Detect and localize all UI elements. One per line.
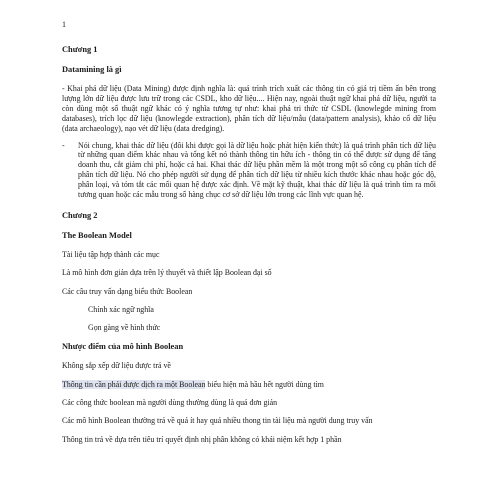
line-neat-form: Gọn gàng về hình thức bbox=[88, 323, 161, 333]
chapter-2-heading: Chương 2 bbox=[62, 210, 98, 220]
document-body bbox=[62, 44, 436, 453]
line-boolean-translation-rest: biểu hiện mà hầu hết người dùng tìm bbox=[205, 379, 324, 389]
page-number: 1 bbox=[62, 20, 66, 29]
line-simple-formulas: Các công thức boolean mà người dùng thường dùng là quá đơn giản bbox=[62, 398, 278, 408]
chapter-2-subheading: The Boolean Model bbox=[62, 230, 132, 240]
line-query-form: Các câu truy vấn dạng biểu thức Boolean bbox=[62, 286, 193, 296]
line-too-few-many: Các mô hình Boolean thường trả về quá ít hay quá nhiều thong tin tài liệu mà người dung truy vấn bbox=[62, 416, 373, 426]
highlighted-text: Thông tin cần phải được dịch ra một Boolean bbox=[62, 379, 206, 389]
line-precise-semantics: Chính xác ngữ nghĩa bbox=[88, 304, 154, 314]
bullet-dash: - bbox=[62, 140, 65, 150]
line-boolean-translation bbox=[62, 380, 436, 390]
line-simple-model: Là mô hình đơn giản dựa trên lý thuyết và thiết lập Boolean đại số bbox=[62, 268, 272, 278]
paragraph-overview-text: Nói chung, khai thác dữ liệu (đôi khi được gọi là dữ liệu hoặc phát hiện kiến thức) là quá trình phân tích dữ liệu từ những quan điểm khác nhau và tổng kết nó thành thông tin hữu ích - thông tin có thể được sử dụng để tăng doanh thu, cắt giảm chi phí, hoặc cả hai. Khai thác dữ liệu phần mềm là một trong một số công cụ phân tích để phân tích dữ liệu. Nó cho phép người sử dụng để phân tích dữ liệu từ nhiều kích thước khác nhau hoặc góc độ, phân loại, và tóm tắt các mối quan hệ được xác định. Về mặt kỹ thuật, khai thác dữ liệu là quá trình tìm ra mối tương quan hoặc các mẫu trong số hàng chục cơ sở dữ liệu lớn trong các lĩnh vực quan hệ. bbox=[78, 140, 436, 200]
line-no-sorting: Không sắp xếp dữ liệu được trả về bbox=[62, 361, 171, 371]
paragraph-definition: - Khai phá dữ liệu (Data Mining) được định nghĩa là: quá trình trích xuất các thông tin có giá trị tiềm ẩn bên trong lượng lớn dữ liệu được lưu trữ trong các CSDL, kho dữ liệu.... Hiện nay, ngoài thuật ngữ khai phá dữ liệu, người ta còn dùng một số thuật ngữ khác có ý nghĩa tương tự như: khai phá tri thức từ CSDL (knowlegde mining from databases), trích lọc dữ liệu (knowlegde extraction), phân tích dữ liệu/mẫu (data/pattern analysis), khảo cổ dữ liệu (data archaeology), nạo vét dữ liệu (data dredging). bbox=[62, 84, 436, 133]
line-binary-decision: Thông tin trả về dựa trên tiêu trí quyết định nhị phân không có khái niệm kết hợp 1 phần bbox=[62, 434, 342, 444]
chapter-1-subheading: Datamining là gì bbox=[62, 65, 122, 74]
paragraph-overview bbox=[62, 141, 436, 200]
chapter-1-heading: Chương 1 bbox=[62, 45, 98, 54]
line-documents: Tài liệu tập hợp thành các mục bbox=[62, 249, 160, 259]
drawbacks-heading: Nhược điểm của mô hình Boolean bbox=[62, 342, 184, 352]
